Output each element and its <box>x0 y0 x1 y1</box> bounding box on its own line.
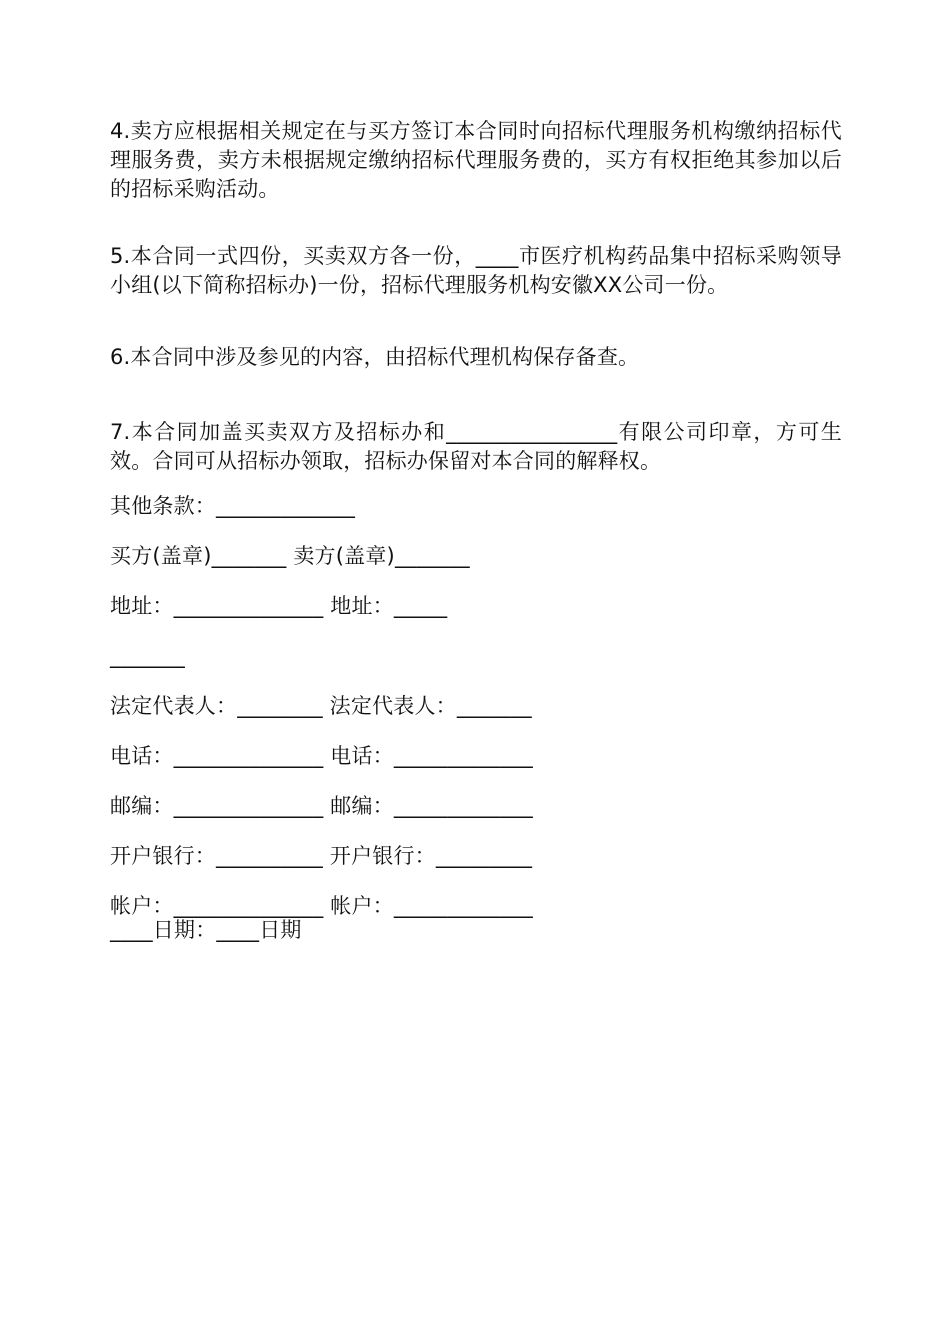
clause-7: 7.本合同加盖买卖双方及招标办和________________有限公司印章，方可生效。合同可从招标办领取，招标办保留对本合同的解释权。 <box>110 420 842 473</box>
phone-line: 电话：______________ 电话：_____________ <box>110 744 533 768</box>
clause-5: 5.本合同一式四份，买卖双方各一份，____市医疗机构药品集中招标采购领导小组(以下简称招标办)一份，招标代理服务机构安徽XX公司一份。 <box>110 244 842 297</box>
address-line: 地址：______________ 地址：_____ <box>110 594 448 618</box>
clause-6: 6.本合同中涉及参见的内容，由招标代理机构保存备查。 <box>110 345 640 369</box>
other-terms-line: 其他条款：_____________ <box>110 494 356 518</box>
address-continuation-line: _______ <box>110 644 185 668</box>
bank-line: 开户银行：__________ 开户银行：_________ <box>110 844 533 868</box>
postcode-line: 邮编：______________ 邮编：_____________ <box>110 794 533 818</box>
party-seal-line: 买方(盖章)_______ 卖方(盖章)_______ <box>110 544 470 568</box>
account-line: 帐户：______________ 帐户：_____________ <box>110 894 533 918</box>
date-line: ____日期：____日期 <box>110 918 302 942</box>
clause-4: 4.卖方应根据相关规定在与买方签订本合同时向招标代理服务机构缴纳招标代理服务费，卖方未根据规定缴纳招标代理服务费的，买方有权拒绝其参加以后的招标采购活动。 <box>110 119 842 201</box>
legal-representative-line: 法定代表人：________ 法定代表人：_______ <box>110 694 532 718</box>
